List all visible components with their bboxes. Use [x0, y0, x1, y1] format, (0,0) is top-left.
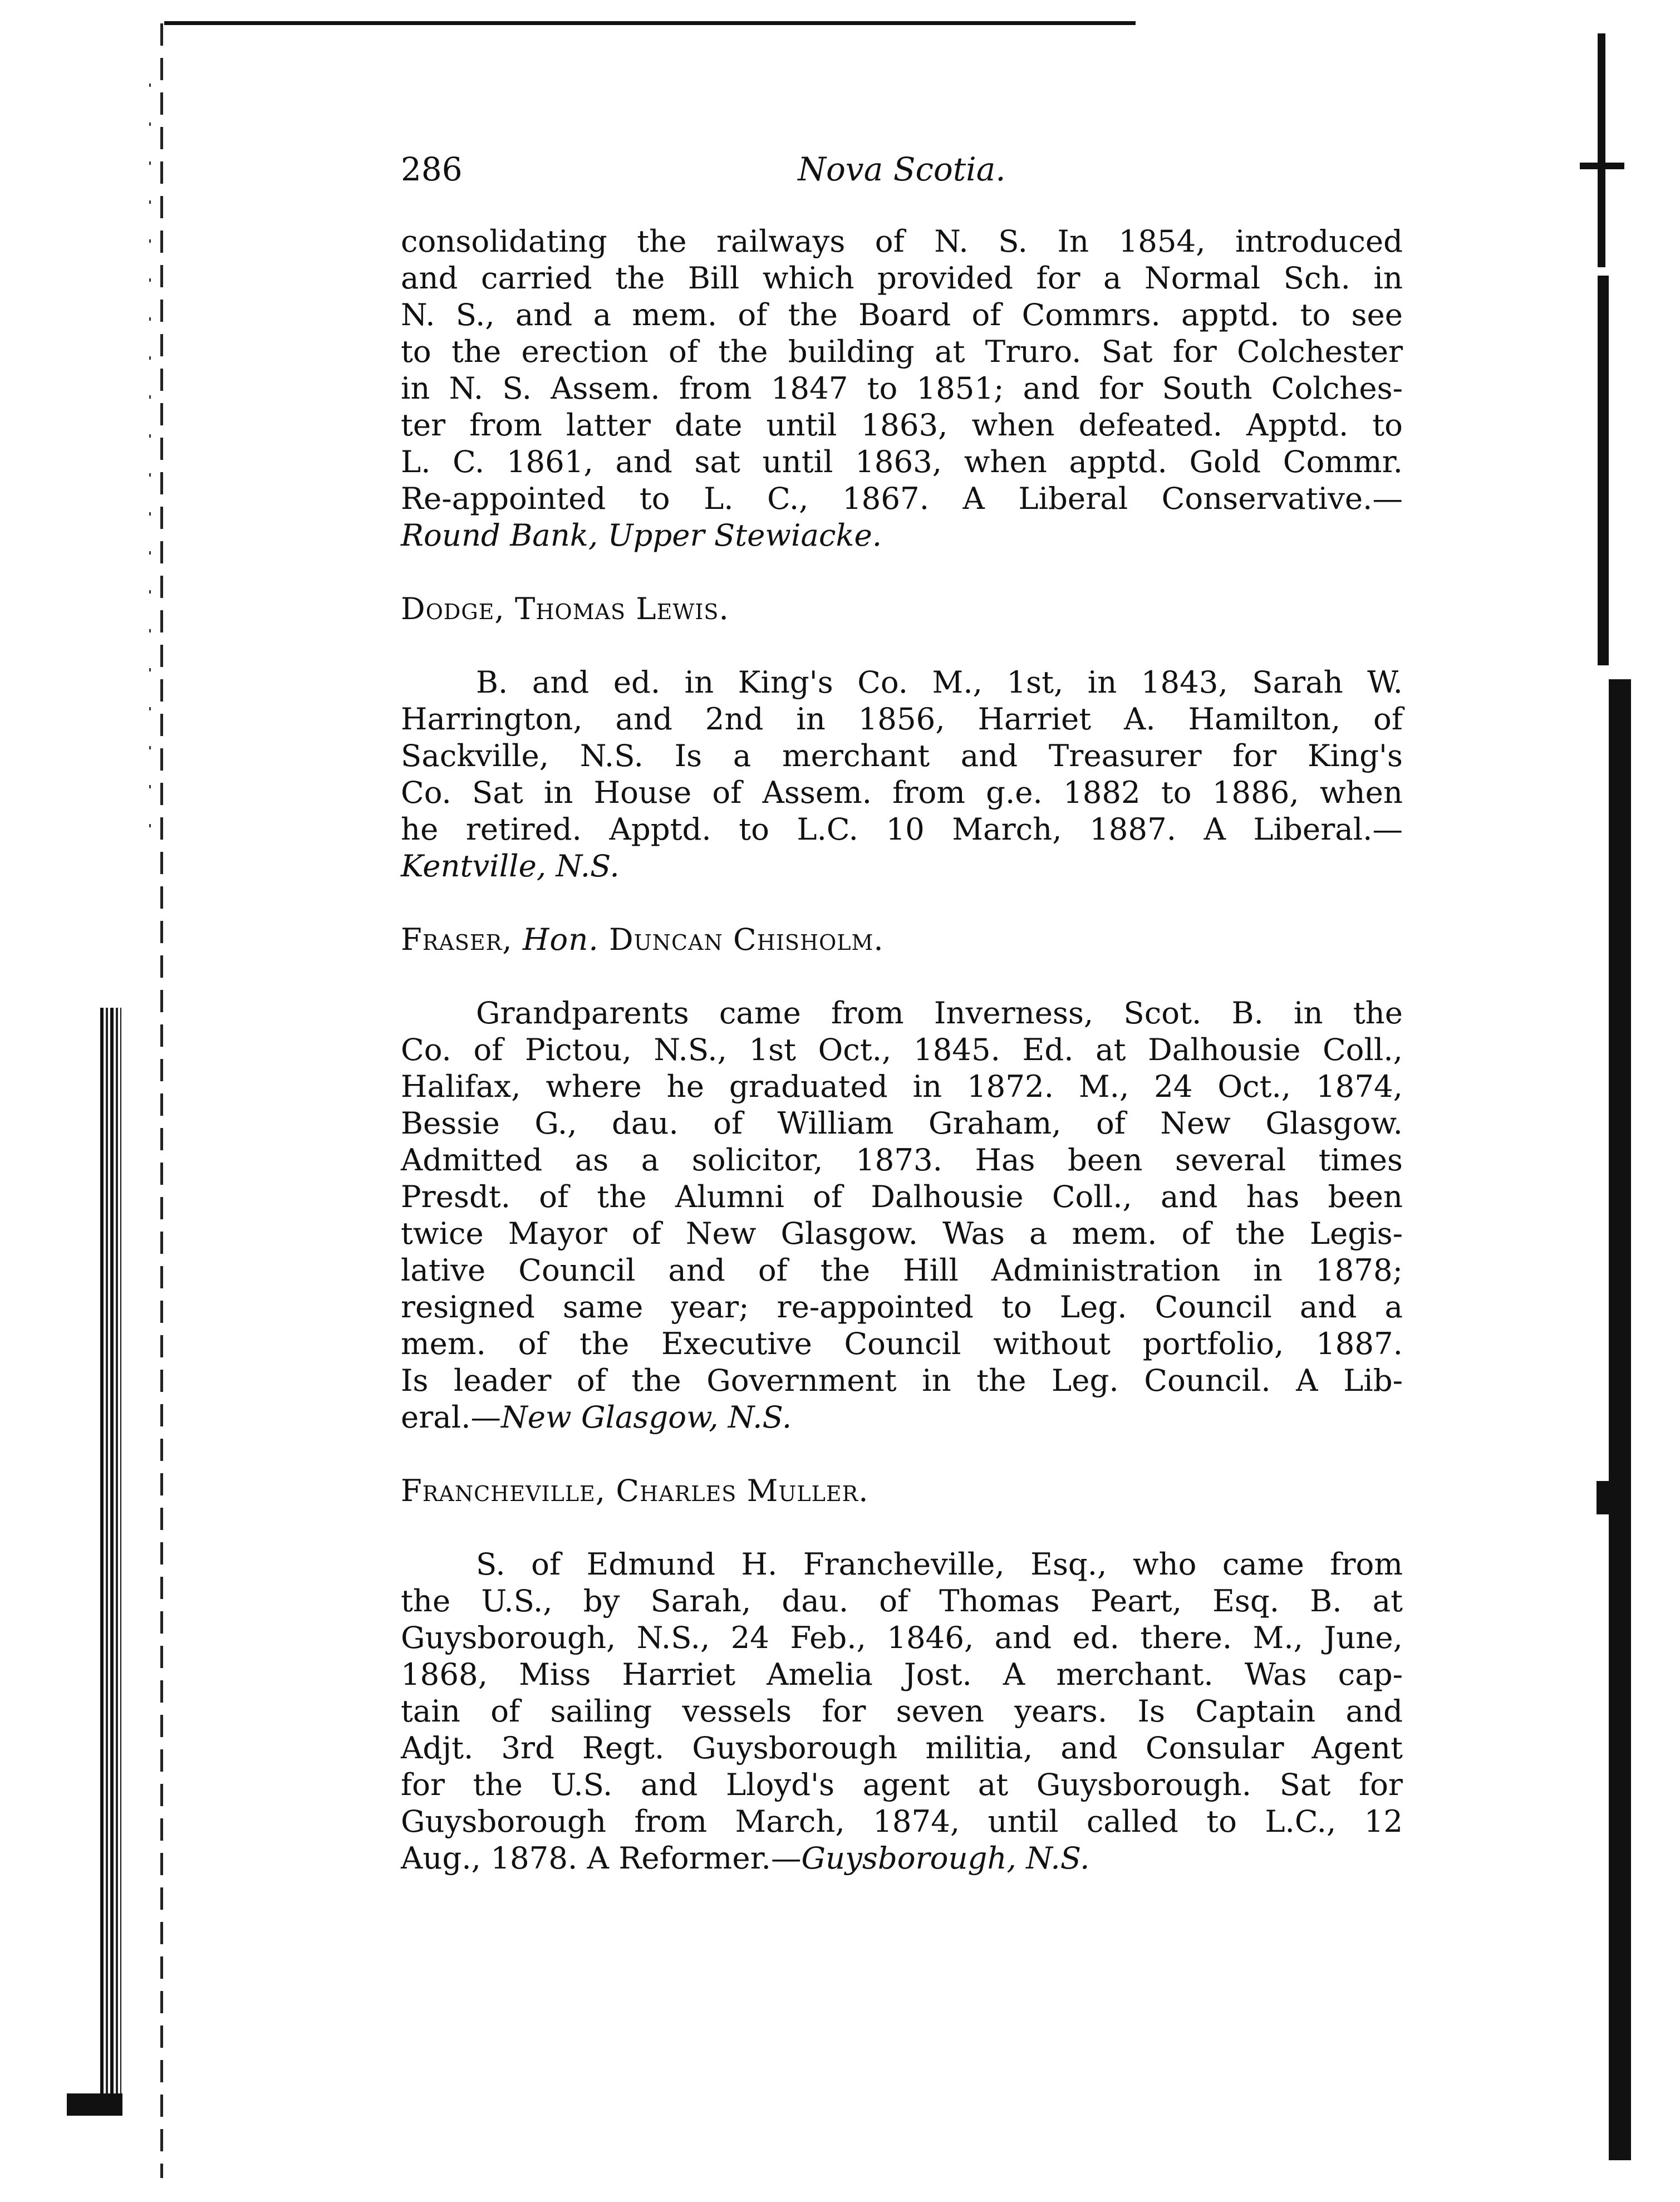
- text-line: to the erection of the building at Truro. Sat for Colchester: [401, 334, 1403, 369]
- text-line: N. S., and a mem. of the Board of Commrs. apptd. to see: [401, 297, 1403, 332]
- text-line: Admitted as a solicitor, 1873. Has been several times: [401, 1142, 1403, 1178]
- entry-francheville: [401, 1472, 1403, 1876]
- entry-name-surname: Fraser,: [401, 921, 523, 957]
- entry-continuation: [401, 223, 1403, 553]
- text-line: and carried the Bill which provided for a Normal Sch. in: [401, 260, 1403, 296]
- text-line: in N. S. Assem. from 1847 to 1851; and for South Colches-: [401, 370, 1403, 406]
- text-line: for the U.S. and Lloyd's agent at Guysborough. Sat for: [401, 1767, 1403, 1802]
- binding-edge-right-lower: [1609, 679, 1631, 2160]
- text-line: Bessie G., dau. of William Graham, of New Glasgow.: [401, 1105, 1403, 1141]
- text-line: Sackville, N.S. Is a merchant and Treasurer for King's: [401, 738, 1403, 773]
- entry-residence: Kentville, N.S.: [401, 848, 620, 884]
- text-line: S. of Edmund H. Francheville, Esq., who came from: [476, 1546, 1403, 1582]
- binding-edge-right-mark: [1580, 163, 1624, 169]
- text-line: [401, 1840, 1403, 1876]
- text-line-prefix: Aug., 1878. A Reformer.—: [401, 1840, 802, 1876]
- text-line: mem. of the Executive Council without portfolio, 1887.: [401, 1326, 1403, 1361]
- entry-residence: New Glasgow, N.S.: [501, 1399, 792, 1435]
- text-line: [401, 1399, 1403, 1435]
- text-line: Halifax, where he graduated in 1872. M., 24 Oct., 1874,: [401, 1068, 1403, 1104]
- text-line: 1868, Miss Harriet Amelia Jost. A merchant. Was cap-: [401, 1656, 1403, 1692]
- scan-border-left-dots: [149, 84, 151, 863]
- page-number: 286: [401, 150, 463, 188]
- binding-edge-right-notch: [1597, 1481, 1619, 1514]
- text-line: Presdt. of the Alumni of Dalhousie Coll., and has been: [401, 1179, 1403, 1214]
- text-line-prefix: eral.—: [401, 1399, 502, 1435]
- entry-name: Francheville, Charles Muller.: [401, 1473, 869, 1508]
- entry-fraser: [401, 921, 1403, 1435]
- entry-residence: Guysborough, N.S.: [801, 1840, 1090, 1876]
- running-title: Nova Scotia.: [798, 150, 1006, 188]
- text-line: Adjt. 3rd Regt. Guysborough militia, and Consular Agent: [401, 1730, 1403, 1765]
- text-line: Harrington, and 2nd in 1856, Harriet A. Hamilton, of: [401, 701, 1403, 737]
- entry-dodge: [401, 590, 1403, 884]
- text-line: lative Council and of the Hill Administration in 1878;: [401, 1252, 1403, 1288]
- entry-name: Dodge, Thomas Lewis.: [401, 591, 729, 626]
- text-line: tain of sailing vessels for seven years. Is Captain and: [401, 1693, 1403, 1729]
- binding-edge-left: [100, 1008, 121, 2116]
- text-line: Co. Sat in House of Assem. from g.e. 1882 to 1886, when: [401, 774, 1403, 810]
- text-line: Guysborough, N.S., 24 Feb., 1846, and ed. there. M., June,: [401, 1620, 1403, 1655]
- text-line: twice Mayor of New Glasgow. Was a mem. of the Legis-: [401, 1215, 1403, 1251]
- text-line: he retired. Apptd. to L.C. 10 March, 1887. A Liberal.—: [401, 811, 1403, 847]
- text-line: the U.S., by Sarah, dau. of Thomas Peart, Esq. B. at: [401, 1583, 1403, 1619]
- page-header: [401, 150, 1403, 200]
- text-line: resigned same year; re-appointed to Leg. Council and a: [401, 1289, 1403, 1325]
- entry-residence: Round Bank, Upper Stewiacke.: [401, 517, 882, 553]
- entry-name-given: Duncan Chisholm.: [598, 921, 884, 957]
- binding-edge-right-top: [1598, 33, 1605, 267]
- page-body: [401, 223, 1403, 1876]
- text-line: consolidating the railways of N. S. In 1854, introduced: [401, 223, 1403, 259]
- text-line: Co. of Pictou, N.S., 1st Oct., 1845. Ed. at Dalhousie Coll.,: [401, 1032, 1403, 1067]
- binding-edge-right-upper: [1598, 276, 1609, 665]
- text-line: L. C. 1861, and sat until 1863, when apptd. Gold Commr.: [401, 444, 1403, 479]
- scan-border-top: [164, 21, 1136, 25]
- text-line: ter from latter date until 1863, when defeated. Apptd. to: [401, 407, 1403, 443]
- entry-honorific: Hon.: [522, 921, 599, 957]
- text-line: B. and ed. in King's Co. M., 1st, in 1843, Sarah W.: [476, 664, 1403, 700]
- scan-border-left: [160, 23, 163, 2178]
- text-line: Is leader of the Government in the Leg. Council. A Lib-: [401, 1362, 1403, 1398]
- text-line: Grandparents came from Inverness, Scot. B. in the: [476, 995, 1403, 1031]
- entry-name: [401, 921, 1403, 958]
- binding-edge-left-base: [67, 2093, 122, 2116]
- text-line: Guysborough from March, 1874, until called to L.C., 12: [401, 1803, 1403, 1839]
- text-line: Re-appointed to L. C., 1867. A Liberal Conservative.—: [401, 480, 1403, 516]
